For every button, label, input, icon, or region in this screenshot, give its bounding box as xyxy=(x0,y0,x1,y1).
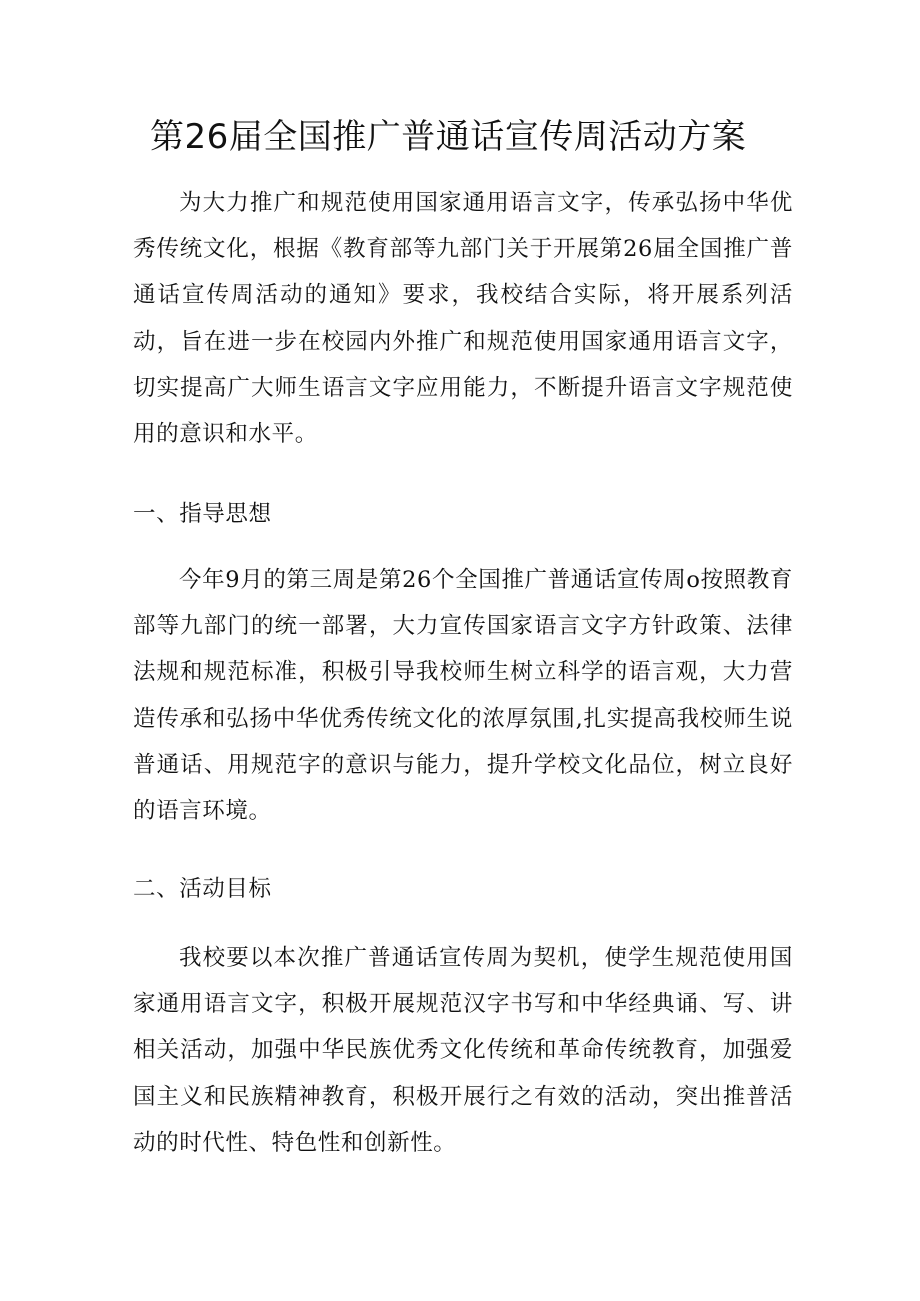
section-heading-activity-goals: 二、活动目标 xyxy=(133,876,272,902)
section-body-guiding-ideology: 今年9月的第三周是第26个全国推广普通话宣传周o按照教育部等九部门的统一部署，大力宣传国家语言文字方针政策、法律法规和规范标准，积极引导我校师生树立科学的语言观，大力营造传承和弘扬中华优秀传统文化的浓厚氛围,扎实提高我校师生说普通话、用规范字的意识与能力，提升学校文化品位，树立良好的语言环境。 xyxy=(133,567,793,825)
section-body-activity-goals: 我校要以本次推广普通话宣传周为契机，使学生规范使用国家通用语言文字，积极开展规范汉字书写和中华经典诵、写、讲相关活动，加强中华民族优秀文化传统和革命传统教育，加强爱国主义和民族精神教育，积极开展行之有效的活动，突出推普活动的时代性、特色性和创新性。 xyxy=(133,945,793,1156)
section-heading-guiding-ideology: 一、指导思想 xyxy=(133,501,272,527)
intro-paragraph: 为大力推广和规范使用国家通用语言文字，传承弘扬中华优秀传统文化，根据《教育部等九部门关于开展第26届全国推广普通话宣传周活动的通知》要求，我校结合实际，将开展系列活动，旨在进一步在校园内外推广和规范使用国家通用语言文字，切实提高广大师生语言文字应用能力，不断提升语言文字规范使用的意识和水平。 xyxy=(133,190,793,448)
document-title: 第26届全国推广普通话宣传周活动方案 xyxy=(150,117,747,157)
